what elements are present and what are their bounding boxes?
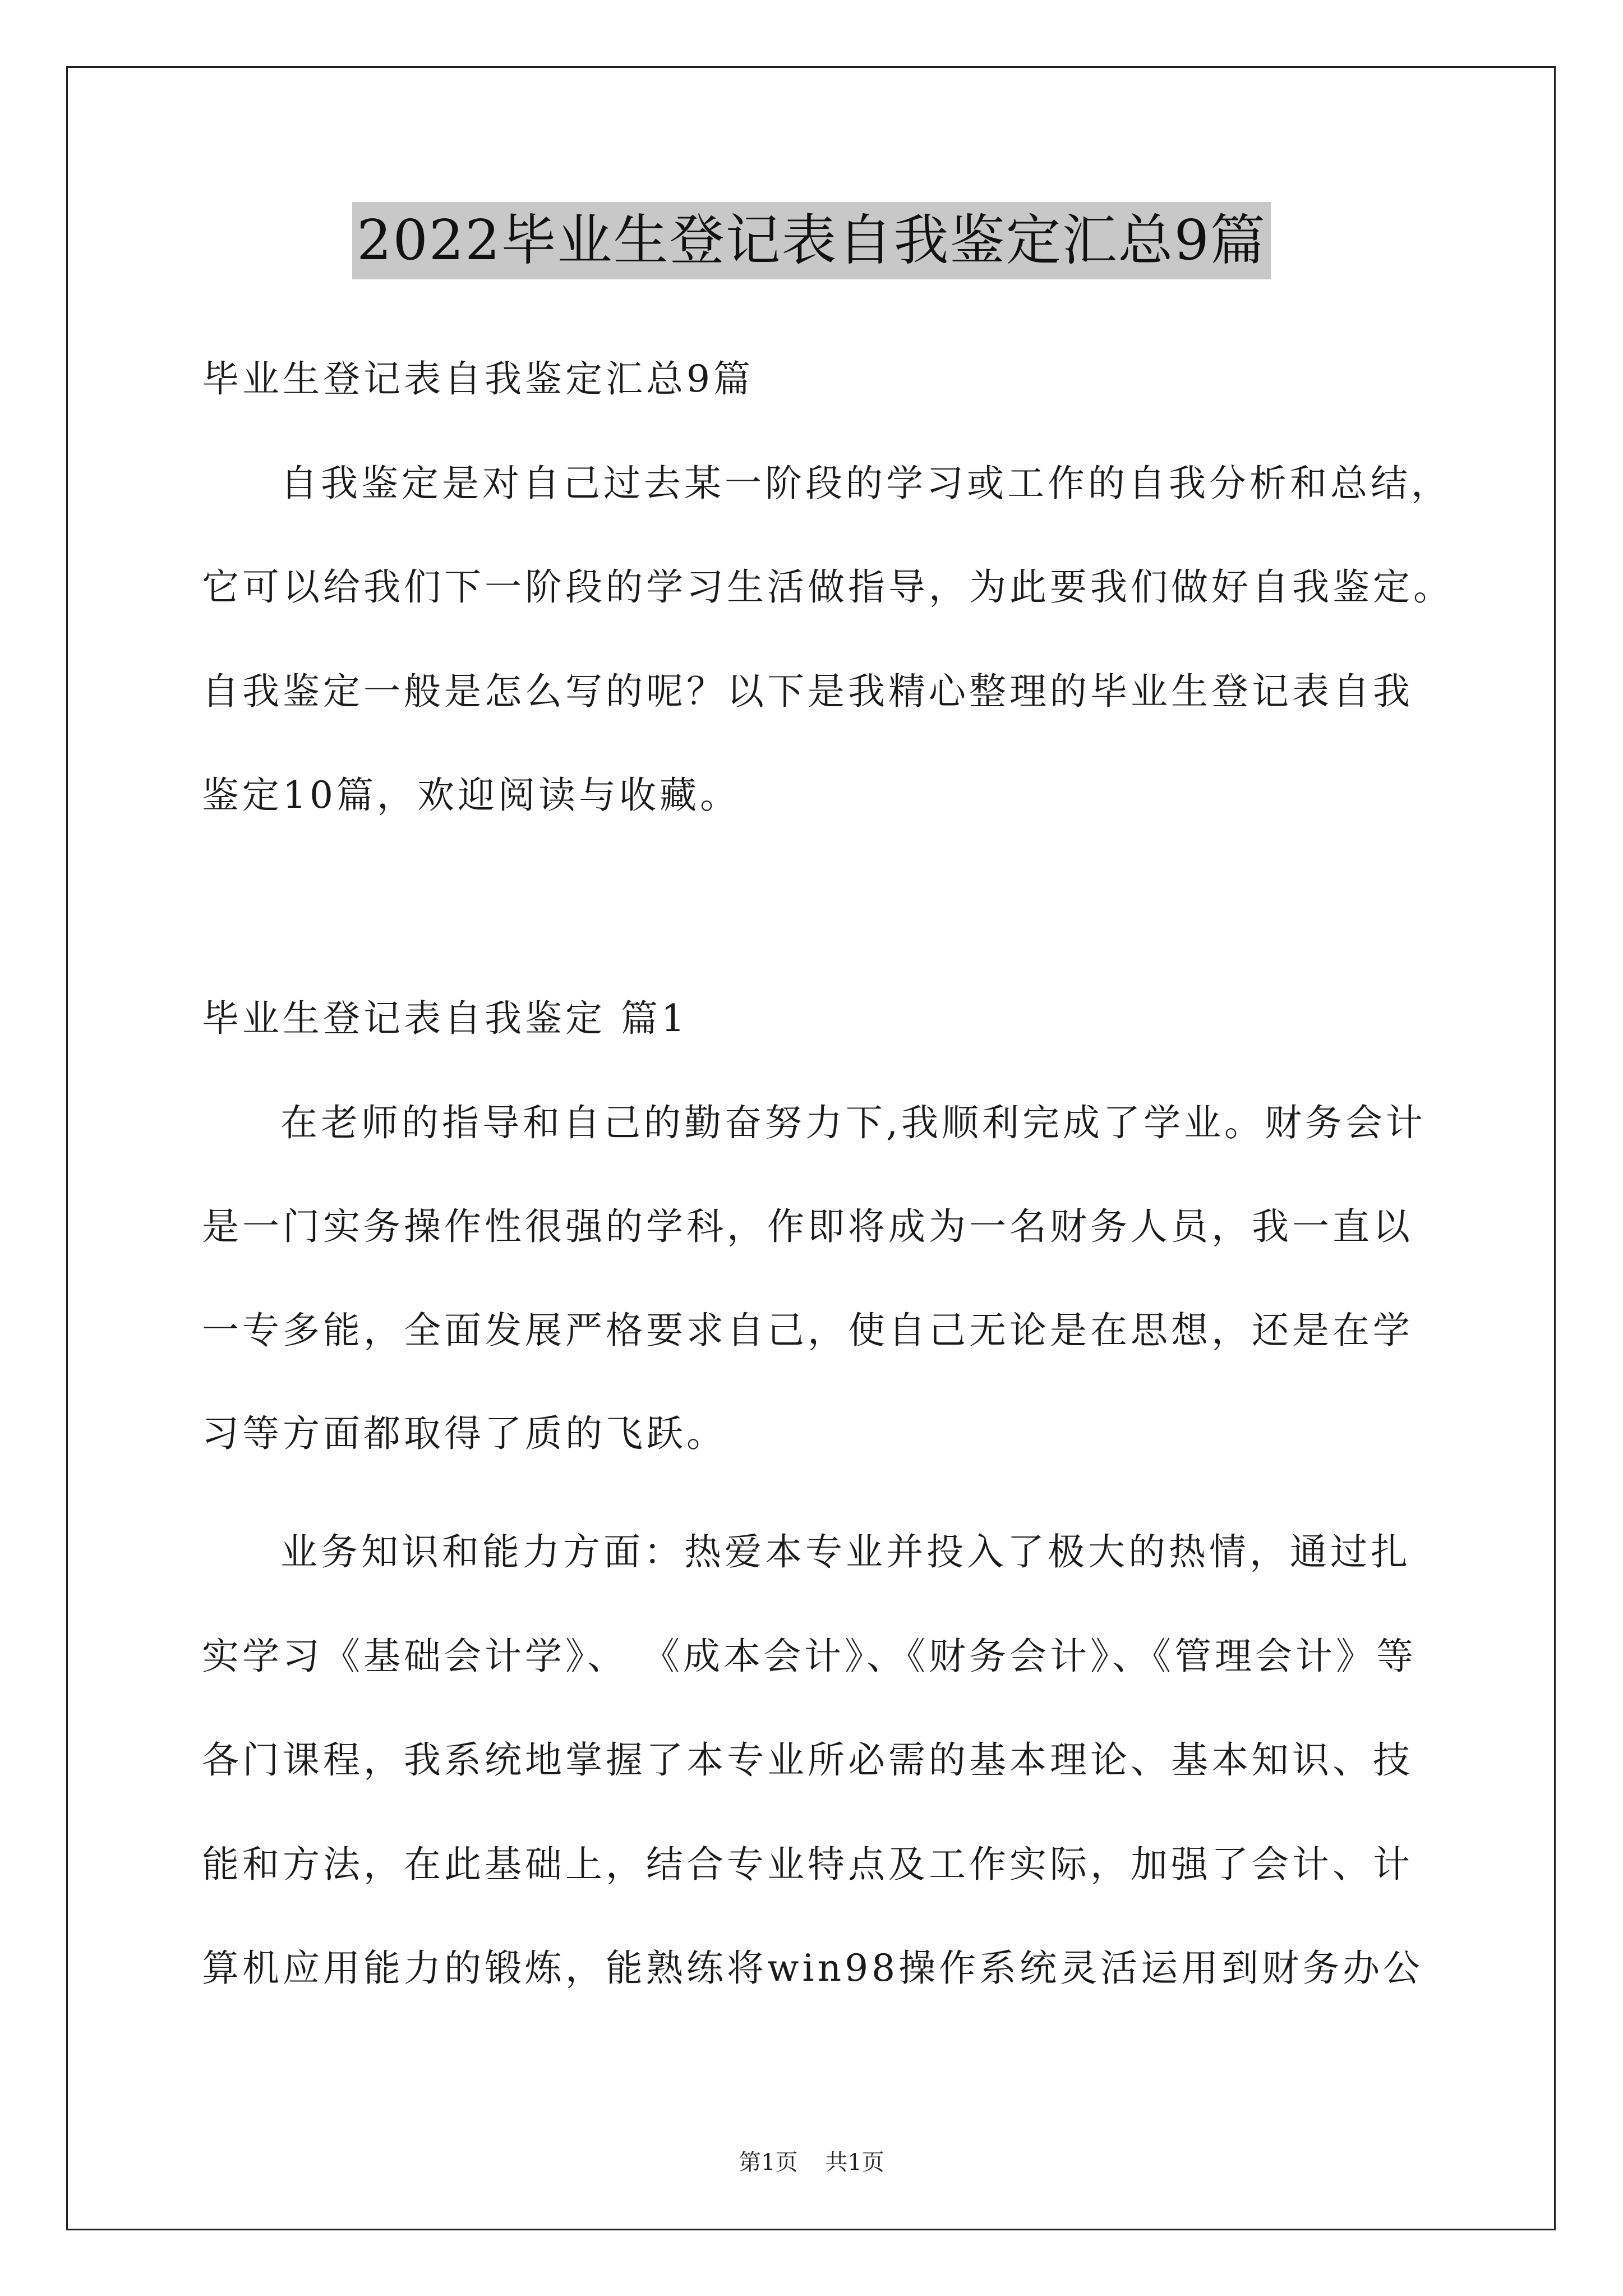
section-1-para1-line-1: 在老师的指导和自己的勤奋努力下,我顺利完成了学业。财务会计 bbox=[280, 1101, 1426, 1144]
intro-line-4: 鉴定10篇，欢迎阅读与收藏。 bbox=[202, 774, 740, 817]
document-subtitle: 毕业生登记表自我鉴定汇总9篇 bbox=[202, 357, 754, 401]
intro-line-1: 自我鉴定是对自己过去某一阶段的学习或工作的自我分析和总结， bbox=[280, 462, 1451, 505]
section-1-para1-line-4: 习等方面都取得了质的飞跃。 bbox=[202, 1412, 727, 1455]
section-1-para1-line-3: 一专多能，全面发展严格要求自己，使自己无论是在思想，还是在学 bbox=[202, 1309, 1413, 1352]
section-1-para2-line-1: 业务知识和能力方面：热爱本专业并投入了极大的热情，通过扎 bbox=[280, 1530, 1411, 1573]
page-number-current: 第1页 bbox=[739, 2150, 798, 2175]
section-1-heading: 毕业生登记表自我鉴定 篇1 bbox=[202, 997, 688, 1040]
section-1-para2-line-4: 能和方法，在此基础上，结合专业特点及工作实际，加强了会计、计 bbox=[202, 1843, 1413, 1886]
section-1-para1-line-2: 是一门实务操作性很强的学科，作即将成为一名财务人员，我一直以 bbox=[202, 1205, 1413, 1248]
title-container bbox=[0, 202, 1623, 279]
document-title: 2022毕业生登记表自我鉴定汇总9篇 bbox=[352, 202, 1271, 279]
section-1-para2-line-3: 各门课程，我系统地掌握了本专业所必需的基本理论、基本知识、技 bbox=[202, 1738, 1413, 1782]
section-1-para2-line-5: 算机应用能力的锻炼，能熟练将win98操作系统灵活运用到财务办公 bbox=[202, 1947, 1424, 1990]
page-number-total: 共1页 bbox=[825, 2150, 884, 2175]
intro-line-2: 它可以给我们下一阶段的学习生活做指导，为此要我们做好自我鉴定。 bbox=[202, 565, 1454, 609]
section-1-para2-line-2: 实学习《基础会计学》、 《成本会计》、《财务会计》、《管理会计》等 bbox=[202, 1635, 1417, 1678]
page-footer bbox=[0, 2148, 1623, 2177]
intro-line-3: 自我鉴定一般是怎么写的呢？以下是我精心整理的毕业生登记表自我 bbox=[202, 670, 1413, 713]
